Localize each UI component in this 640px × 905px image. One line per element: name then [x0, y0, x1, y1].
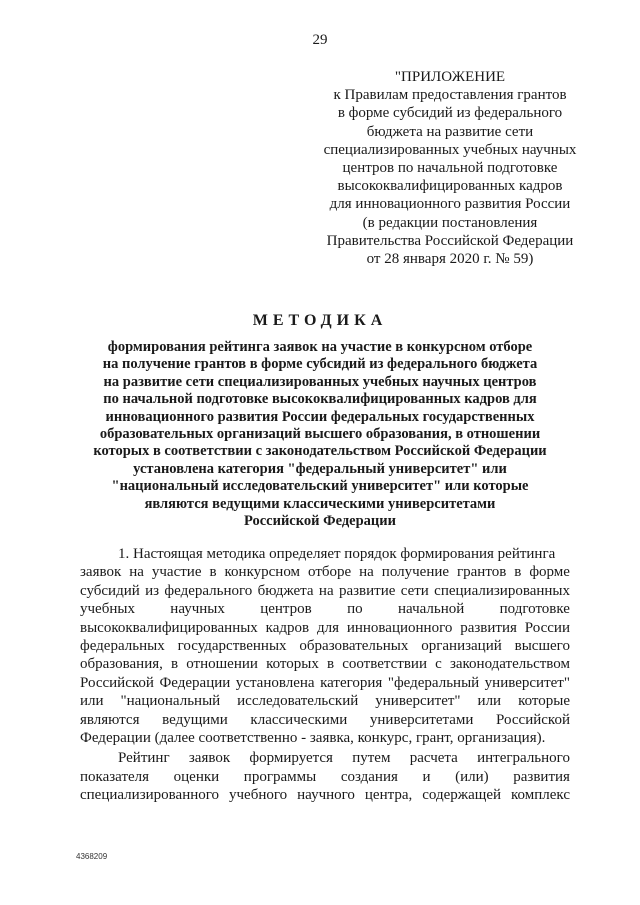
- word: интегрального: [477, 750, 570, 767]
- word: учебного: [229, 787, 288, 804]
- word: программы: [243, 768, 317, 785]
- paragraph-line: [80, 619, 570, 637]
- appendix-line: для инновационного развития России: [329, 196, 571, 213]
- subtitle-line: "национальный исследовательский университет" или которые: [111, 478, 529, 495]
- word: категория: [320, 674, 383, 691]
- word: Рейтинг: [118, 750, 170, 767]
- body-text: [80, 545, 570, 805]
- word: Российской: [80, 674, 154, 691]
- subtitle-line: инновационного развития России федеральных государственных: [105, 408, 535, 425]
- word: показателя: [80, 768, 150, 785]
- word: России: [524, 619, 570, 636]
- word: в: [514, 564, 522, 581]
- word: специализированных: [434, 582, 570, 599]
- subtitle-line: по начальной подготовке высококвалифицированных кадров для: [103, 391, 537, 408]
- word: специализированного: [80, 787, 220, 804]
- word: грантов: [457, 564, 507, 581]
- word: научного: [297, 787, 355, 804]
- appendix-line: (в редакции постановления: [362, 214, 538, 231]
- word: высококвалифицированных: [80, 619, 258, 636]
- word: создания: [340, 768, 398, 785]
- word: на: [359, 564, 374, 581]
- page-number: 29: [312, 32, 328, 48]
- word: для: [316, 619, 339, 636]
- word: ведущими: [162, 711, 228, 728]
- word: Российской: [496, 711, 570, 728]
- word: организаций: [421, 638, 502, 655]
- word: отношении: [186, 656, 258, 673]
- subtitle-line: которых в соответствии с законодательством Российской Федерации: [93, 443, 547, 460]
- word: оценки: [173, 768, 220, 785]
- word: центра,: [364, 787, 413, 804]
- subtitle-line: являются ведущими классическими университетами: [144, 495, 496, 512]
- paragraph-line: [80, 582, 570, 600]
- word: получение: [381, 564, 450, 581]
- paragraph-line: [80, 768, 570, 786]
- word: комплекс: [511, 787, 570, 804]
- word: заявок: [80, 564, 122, 581]
- word: развитие: [338, 582, 396, 599]
- word: в: [209, 564, 217, 581]
- word: или: [80, 693, 104, 710]
- word: государственных: [177, 638, 287, 655]
- word: на: [318, 582, 334, 599]
- paragraph-line: [80, 563, 570, 581]
- word: бюджета: [257, 582, 314, 599]
- word: субсидий: [80, 582, 140, 599]
- subtitle-line: образовательных организаций высшего образования, в отношении: [99, 426, 541, 443]
- appendix-line: высококвалифицированных кадров: [337, 178, 563, 195]
- word: содержащей: [422, 787, 502, 804]
- word: отборе: [308, 564, 352, 581]
- paragraph-line: [80, 600, 570, 618]
- subtitle-line: установлена категория "федеральный университет" или: [133, 460, 507, 477]
- word: учебных: [80, 601, 135, 618]
- appendix-line: Правительства Российской Федерации: [326, 232, 574, 249]
- word: исследовательский: [237, 693, 359, 710]
- paragraph-line: [80, 545, 570, 563]
- paragraph-line: [80, 674, 570, 692]
- word: университет": [484, 674, 570, 691]
- document-code: 4368209: [76, 852, 108, 861]
- word: университетами: [369, 711, 474, 728]
- word: путем: [352, 750, 391, 767]
- word: развития: [460, 619, 517, 636]
- subtitle-line: формирования рейтинга заявок на участие в конкурсном отборе: [107, 339, 533, 355]
- word: из: [145, 582, 160, 599]
- word: кадров: [265, 619, 310, 636]
- word: являются: [80, 711, 140, 728]
- word: инновационного: [346, 619, 453, 636]
- subtitle-line: на развитие сети специализированных учебных научных центров: [103, 373, 537, 390]
- appendix-header: [290, 68, 610, 268]
- appendix-line: от 28 января 2020 г. № 59): [366, 251, 534, 268]
- word: законодательством: [449, 656, 570, 673]
- word: федерального: [164, 582, 253, 599]
- word: образования,: [80, 656, 163, 673]
- word: Федерации: [159, 674, 231, 691]
- appendix-line: в форме субсидий из федерального: [337, 105, 563, 122]
- appendix-line: бюджета на развитие сети: [366, 123, 534, 140]
- word: или: [477, 693, 502, 710]
- paragraph-line: [80, 655, 570, 673]
- paragraph-line: [80, 749, 570, 767]
- word: в: [171, 656, 179, 673]
- methodology-title: МЕТОДИКА: [252, 312, 388, 329]
- paragraph-line: [80, 692, 570, 710]
- word: в: [326, 656, 335, 673]
- word: классическими: [250, 711, 348, 728]
- word: на: [129, 564, 144, 581]
- word: расчета: [409, 750, 458, 767]
- word: федеральных: [80, 638, 165, 655]
- word: установлена: [235, 674, 315, 691]
- methodology-subtitle: [60, 339, 580, 530]
- appendix-line: "ПРИЛОЖЕНИЕ: [394, 69, 506, 85]
- word: "федеральный: [387, 674, 480, 691]
- word: заявок: [188, 750, 231, 767]
- appendix-line: специализированных учебных научных: [323, 141, 577, 158]
- subtitle-line: на получение грантов в форме субсидий из федерального бюджета: [102, 356, 538, 373]
- word: 1. Настоящая методика определяет порядок формирования рейтинга: [118, 546, 556, 562]
- word: образовательных: [299, 638, 409, 655]
- word: развития: [513, 768, 570, 785]
- word: Федерации (далее соответственно - заявка, конкурс, грант, организация).: [80, 730, 546, 747]
- paragraph-line: [80, 637, 570, 655]
- word: "национальный: [120, 693, 221, 710]
- paragraph-line: [80, 711, 570, 729]
- word: подготовке: [499, 601, 570, 618]
- word: которые: [518, 693, 570, 710]
- word: (или): [455, 768, 489, 785]
- word: по: [347, 601, 363, 618]
- word: форме: [529, 564, 570, 581]
- word: формируется: [249, 750, 333, 767]
- paragraph-line: [80, 729, 570, 747]
- word: участие: [151, 564, 202, 581]
- word: сети: [400, 582, 429, 599]
- word: с: [435, 656, 442, 673]
- appendix-line: к Правилам предоставления грантов: [333, 87, 567, 104]
- word: центров: [260, 601, 312, 618]
- word: которых: [266, 656, 319, 673]
- appendix-line: центров по начальной подготовке: [342, 160, 558, 177]
- word: и: [422, 768, 431, 785]
- word: университет": [375, 693, 461, 710]
- word: соответствии: [342, 656, 427, 673]
- word: конкурсном: [224, 564, 301, 581]
- subtitle-line: Российской Федерации: [243, 513, 396, 530]
- word: высшего: [514, 638, 570, 655]
- word: начальной: [397, 601, 465, 618]
- word: научных: [170, 601, 225, 618]
- paragraph-line: [80, 786, 570, 804]
